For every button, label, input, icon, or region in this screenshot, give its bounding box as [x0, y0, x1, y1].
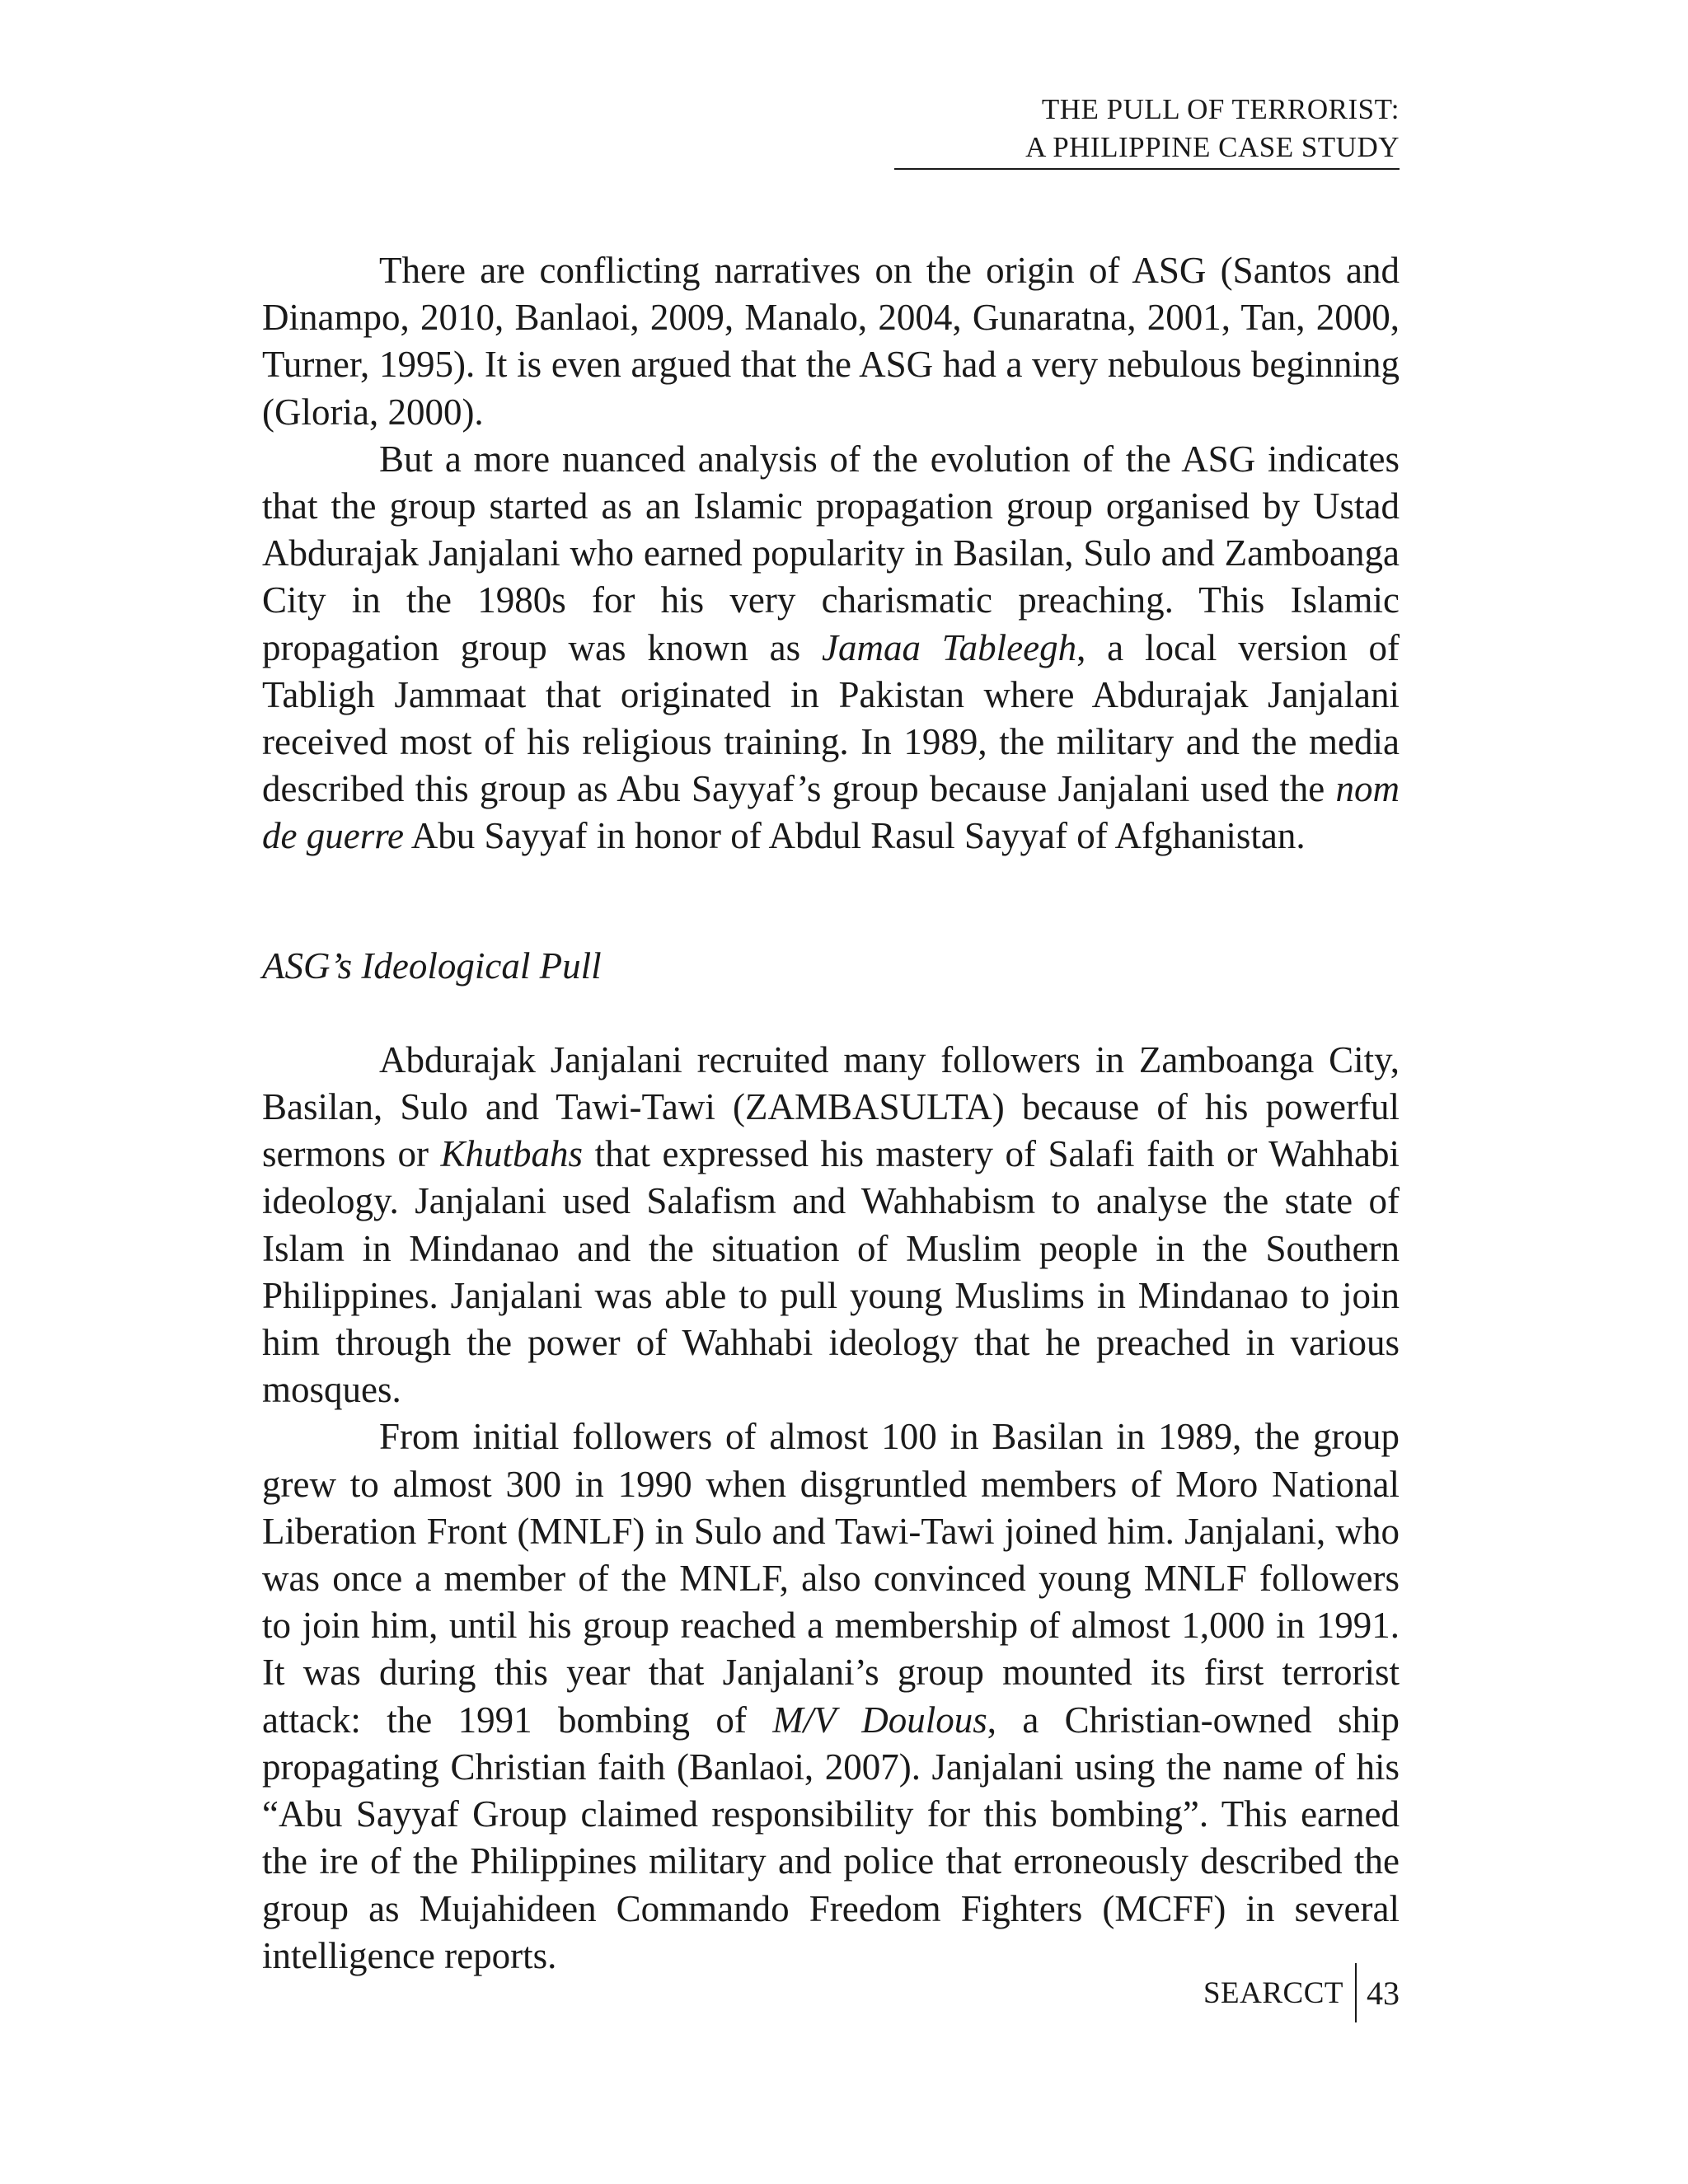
paragraph-text: , a Christian-owned ship propagating Christian faith (Banlaoi, 2007). Janjalani using the name of his “Abu Sayyaf Group claimed responsibility for this bombing”. This earned the ire of the Philippines military and police that erroneously described the group as Mujahideen Commando Freedom Fighters (MCFF) in several intelligence reports.: [262, 1699, 1400, 1976]
paragraph-text: Abdurajak Janjalani recruited many followers in Zamboanga City, Basilan, Sulo and Tawi-Tawi (ZAMBASULTA) because of his powerful sermons or: [262, 1038, 1400, 1175]
paragraph-text: Abu Sayyaf in honor of Abdul Rasul Sayyaf of Afghanistan.: [404, 815, 1306, 857]
body-text: [262, 247, 1400, 1980]
italic-term-nom-de-guerre: nom de guerre: [262, 768, 1400, 857]
page-footer: [1203, 1961, 1400, 2024]
paragraph-origin-narratives: [262, 247, 1400, 436]
paragraph-text: But a more nuanced analysis of the evolution of the ASG indicates that the group started as an Islamic propagation group organised by Ustad Abdurajak Janjalani who earned popularity in Basilan, Sulo and Zamboanga City in the 1980s for his very charismatic preaching. This Islamic propagation group was known as: [262, 438, 1400, 668]
paragraph-recruitment: [262, 1037, 1400, 1414]
italic-term-jamaa-tableegh: Jamaa Tableegh: [821, 626, 1077, 668]
italic-term-khutbahs: Khutbahs: [440, 1133, 584, 1175]
spacer: [262, 990, 1400, 1037]
running-header-title: THE PULL OF TERRORIST:: [1041, 93, 1400, 125]
paragraph-text: From initial followers of almost 100 in Basilan in 1989, the group grew to almost 300 in 1990 when disgruntled members of Moro National Liberation Front (MNLF) in Sulo and Tawi-Tawi joined him. Janjalani, who was once a member of the MNLF, also convinced young MNLF followers to join him, until his group reached a membership of almost 1,000 in 1991. It was during this year that Janjalani’s group mounted its first terrorist attack: the 1991 bombing of: [262, 1416, 1400, 1741]
footer-label: SEARCCT: [1203, 1975, 1343, 2010]
paragraph-evolution-analysis: [262, 436, 1400, 860]
running-header-subtitle: A PHILIPPINE CASE STUDY: [1025, 131, 1400, 163]
paragraph-text: There are conflicting narratives on the origin of ASG (Santos and Dinampo, 2010, Banlaoi, 2009, Manalo, 2004, Gunaratna, 2001, Tan, 2000, Turner, 1995). It is even argued that the ASG had a very nebulous beginning (Gloria, 2000).: [262, 250, 1400, 433]
paragraph-text: , a local version of Tabligh Jammaat that originated in Pakistan where Abdurajak Janjalani received most of his religious training. In 1989, the military and the media described this group as Abu Sayyaf’s group because Janjalani used the: [262, 626, 1400, 810]
page-number: 43: [1367, 1974, 1400, 2012]
running-header: [1025, 91, 1400, 166]
footer-divider: [1355, 1963, 1357, 2022]
paragraph-growth: [262, 1413, 1400, 1979]
italic-term-ship-name: M/V Doulous: [772, 1699, 987, 1741]
spacer: [262, 860, 1400, 943]
section-heading: ASG’s Ideological Pull: [262, 944, 602, 987]
paragraph-text: that expressed his mastery of Salafi faith or Wahhabi ideology. Janjalani used Salafism and Wahhabism to analyse the state of Islam in Mindanao and the situation of Muslim people in the Southern Philippines. Janjalani was able to pull young Muslims in Mindanao to join him through the power of Wahhabi ideology that he preached in various mosques.: [262, 1133, 1400, 1411]
header-rule: [894, 168, 1400, 170]
